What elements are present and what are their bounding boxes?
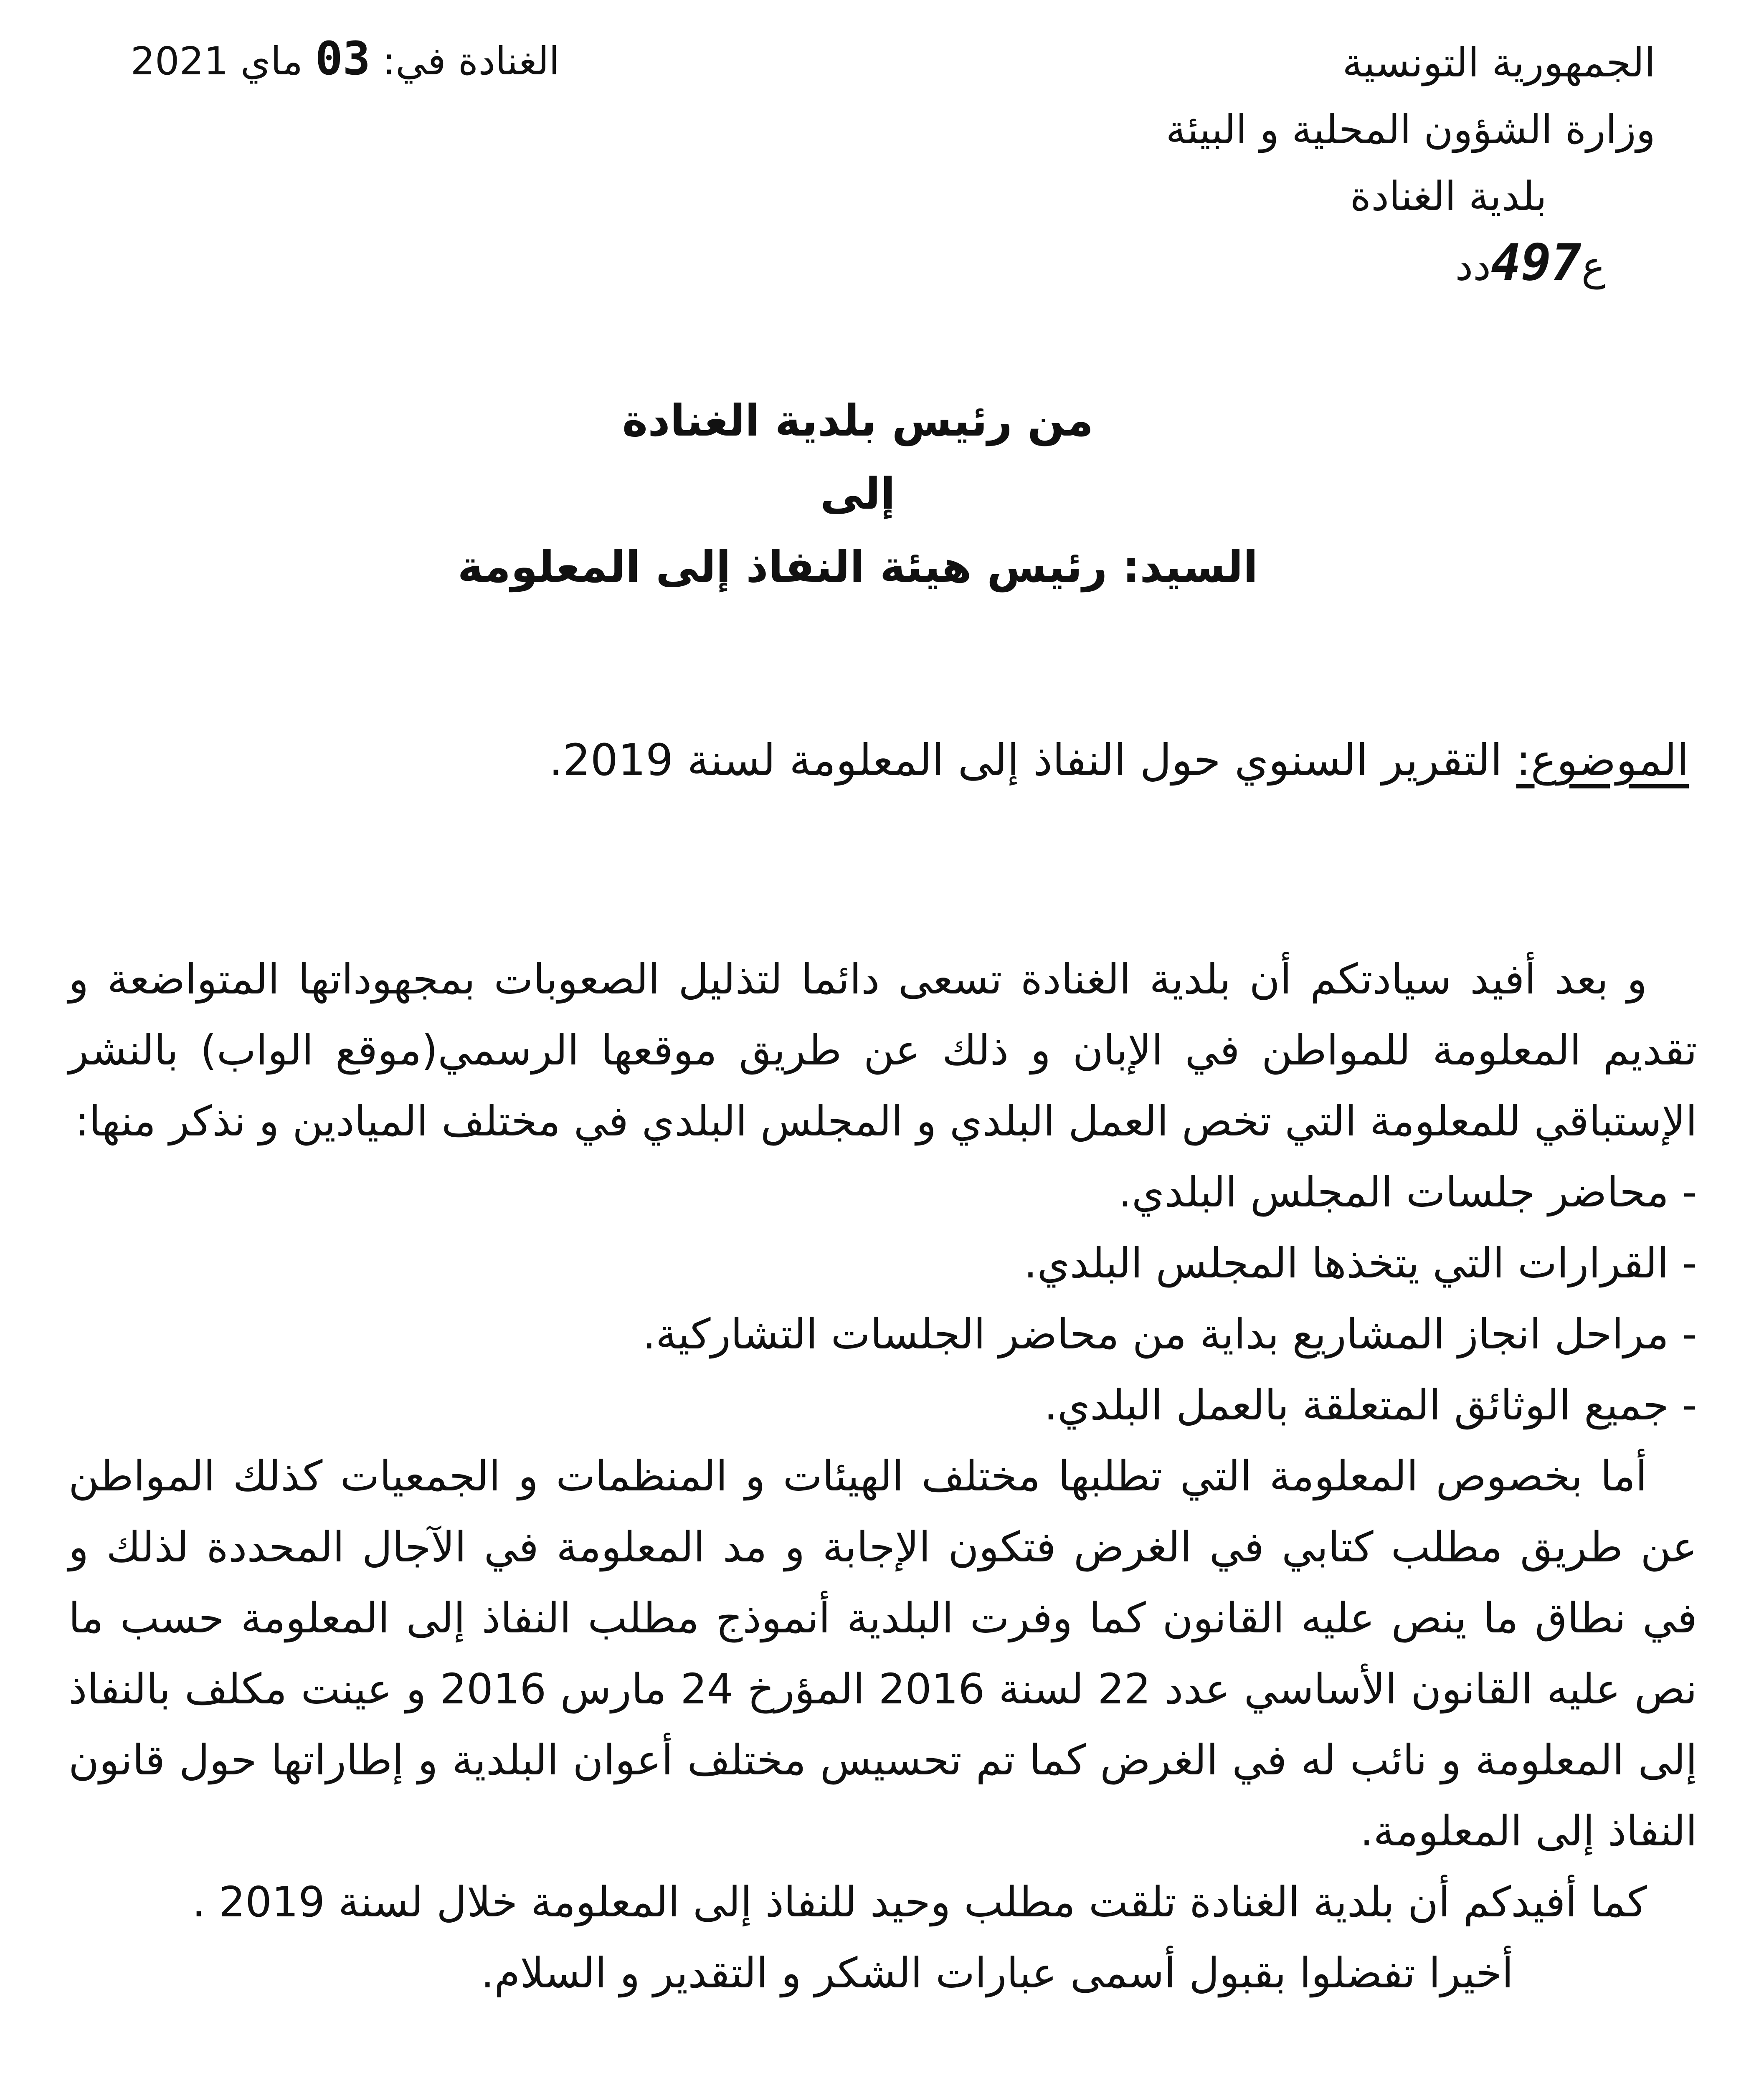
dateline-place: الغنادة في: bbox=[383, 39, 560, 84]
addressing-block bbox=[378, 384, 1338, 603]
from-line: من رئيس بلدية الغنادة bbox=[622, 395, 1094, 446]
republic-name: الجمهورية التونسية bbox=[1342, 39, 1655, 86]
body-bullet-2: - القرارات التي يتخذها المجلس البلدي. bbox=[1024, 1239, 1697, 1287]
body-paragraph-1: و بعد أفيد سيادتكم أن بلدية الغنادة تسعى دائما لتذليل الصعوبات بمجهوداتها المتواضعة و تقديم المعلومة للمواطن في الإبان و ذلك عن طريق موقعها الرسمي(موقع الواب) بالنشر الإستباقي للمعلومة التي تخص العمل البلدي و المجلس البلدي في مختلف الميادين و نذكر منها: bbox=[68, 955, 1697, 1145]
subject-text: التقرير السنوي حول النفاذ إلى المعلومة لسنة 2019. bbox=[549, 735, 1503, 786]
letter-body bbox=[68, 944, 1697, 2009]
reference-prefix: ع bbox=[1581, 243, 1605, 289]
reference-suffix: دد bbox=[1455, 243, 1491, 289]
body-bullet-1: - محاضر جلسات المجلس البلدي. bbox=[1118, 1168, 1697, 1216]
dateline-day: 03 bbox=[315, 32, 370, 85]
dateline-year: 2021 bbox=[130, 39, 228, 84]
body-paragraph-2: أما بخصوص المعلومة التي تطلبها مختلف الهيئات و المنظمات و الجمعيات كذلك المواطن عن طريق مطلب كتابي في الغرض فتكون الإجابة و مد المعلومة في الآجال المحددة لذلك و في نطاق ما ينص عليه القانون كما وفرت البلدية أنموذج مطلب النفاذ إلى المعلومة حسب ما نص عليه القانون الأساسي عدد 22 لسنة 2016 المؤرخ 24 مارس 2016 و عينت مكلف بالنفاذ إلى المعلومة و نائب له في الغرض كما تم تحسيس مختلف أعوان البلدية و إطاراتها حول قانون النفاذ إلى المعلومة. bbox=[68, 1452, 1698, 1855]
subject-line bbox=[60, 727, 1689, 793]
subject-label: الموضوع: bbox=[1516, 735, 1689, 786]
reference-number bbox=[987, 230, 1655, 299]
ministry-name: وزارة الشؤون المحلية و البيئة bbox=[1166, 106, 1655, 153]
body-bullet-3: - مراحل انجاز المشاريع بداية من محاضر الجلسات التشاركية. bbox=[642, 1310, 1697, 1358]
recipient-line: السيد: رئيس هيئة النفاذ إلى المعلومة bbox=[457, 541, 1258, 592]
letterhead bbox=[987, 29, 1655, 299]
to-line: إلى bbox=[820, 468, 895, 519]
body-bullet-4: - جميع الوثائق المتعلقة بالعمل البلدي. bbox=[1044, 1381, 1697, 1429]
body-paragraph-3: كما أفيدكم أن بلدية الغنادة تلقت مطلب وحيد للنفاذ إلى المعلومة خلال لسنة 2019 . bbox=[192, 1878, 1647, 1926]
closing-line: أخيرا تفضلوا بقبول أسمى عبارات الشكر و التقدير و السلام. bbox=[481, 1949, 1513, 1997]
dateline bbox=[17, 29, 560, 91]
reference-value: 497 bbox=[1490, 234, 1582, 292]
dateline-month: ماي bbox=[240, 39, 303, 84]
municipality-name: بلدية الغنادة bbox=[1350, 173, 1547, 220]
